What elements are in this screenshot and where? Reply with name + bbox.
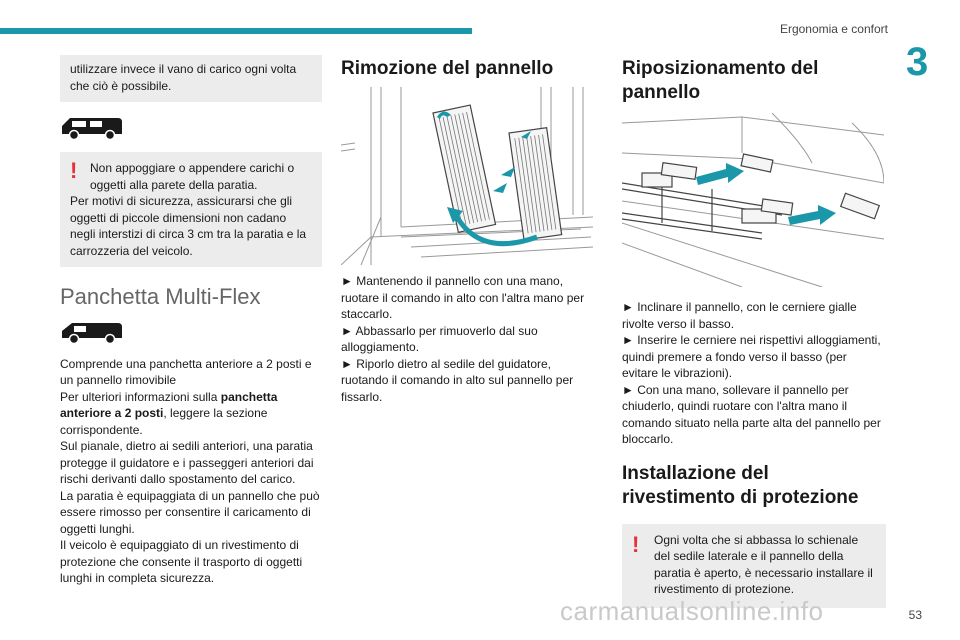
panel-removal-illustration xyxy=(341,87,593,265)
watermark: carmanualsonline.info xyxy=(560,596,824,626)
section-title-rimozione: Rimozione del pannello xyxy=(341,58,554,79)
step-3: ► Con una mano, sollevare il pannello per chiuderlo, quindi ruotare con l'altra mano il comando situato nella parte alta del pannello per bloccarlo. xyxy=(622,382,881,446)
section-header-title: Ergonomia e confort xyxy=(779,22,888,36)
warning-text: Ogni volta che si abbassa lo schienale del sedile laterale e il pannello della paratia è aperto, è necessario installare il rivestimento di protezione. xyxy=(654,532,873,596)
riposizionamento-steps xyxy=(622,299,886,448)
section-title-installazione: Installazione del rivestimento di protezione xyxy=(622,462,859,508)
warning-box xyxy=(622,524,886,608)
step-1: ► Inclinare il pannello, con le cerniere gialle rivolte verso il basso. xyxy=(622,300,857,331)
text-run: Per ulteriori informazioni sulla xyxy=(60,389,221,404)
paragraph: Sul pianale, dietro ai sedili anteriori, una paratia protegge il guidatore e i passeggeri anteriori dai rischi derivanti dallo spostamento del carico. xyxy=(60,439,314,486)
column-3 xyxy=(622,55,886,608)
panel-reposition-illustration xyxy=(622,113,884,287)
paragraph: Il veicolo è equipaggiato di un rivestimento di protezione che consente il trasporto di oggetti lunghi in completa sicurezza. xyxy=(60,538,303,585)
header-accent-bar xyxy=(0,28,472,34)
section-title-riposizionamento: Riposizionamento del pannello xyxy=(622,58,819,103)
paragraph-with-link xyxy=(60,389,322,439)
paragraph: La paratia è equipaggiata di un pannello che può essere rimosso per consentire il caricamento di oggetti lunghi. xyxy=(60,488,320,536)
van-icon xyxy=(60,318,124,346)
panchetta-body xyxy=(60,356,322,587)
section-title-panchetta: Panchetta Multi-Flex xyxy=(60,284,261,309)
warning-icon: ! xyxy=(632,531,640,557)
warning-text-1: Non appoggiare o appendere carichi o oggetti alla parete della paratia. xyxy=(90,161,295,192)
rimozione-steps xyxy=(341,273,591,405)
chapter-number: 3 xyxy=(906,40,929,84)
paragraph: Comprende una panchetta anteriore a 2 posti e un pannello rimovibile xyxy=(60,356,312,387)
text-run: , leggere la sezione corrispondente. xyxy=(60,406,268,437)
warning-icon: ! xyxy=(70,158,78,183)
page-number: 53 xyxy=(908,608,922,622)
note-box xyxy=(60,55,322,102)
step-2: ► Inserire le cerniere nei rispettivi alloggiamenti, quindi premere a fondo verso il basso (per evitare le vibrazioni). xyxy=(622,333,881,380)
step-1: ► Mantenendo il pannello con una mano, ruotare il comando in alto con l'altra mano per staccarlo. xyxy=(341,274,585,321)
column-2 xyxy=(341,55,591,405)
column-1 xyxy=(60,55,322,587)
step-2: ► Abbassarlo per rimuoverlo dal suo alloggiamento. xyxy=(341,323,538,354)
warning-text-2: Per motivi di sicurezza, assicurarsi che gli oggetti di piccole dimensioni non cadano negli interstizi di circa 3 cm tra la paratia e la carrozzeria del veicolo. xyxy=(70,194,307,258)
warning-box xyxy=(60,152,322,267)
van-icon xyxy=(60,114,124,142)
step-3: ► Riporlo dietro al sedile del guidatore, ruotando il comando in alto sul pannello per fissarlo. xyxy=(341,356,574,404)
note-text: utilizzare invece il vano di carico ogni volta che ciò è possibile. xyxy=(70,62,297,93)
bold-reference: panchetta anteriore a 2 posti xyxy=(60,389,278,420)
